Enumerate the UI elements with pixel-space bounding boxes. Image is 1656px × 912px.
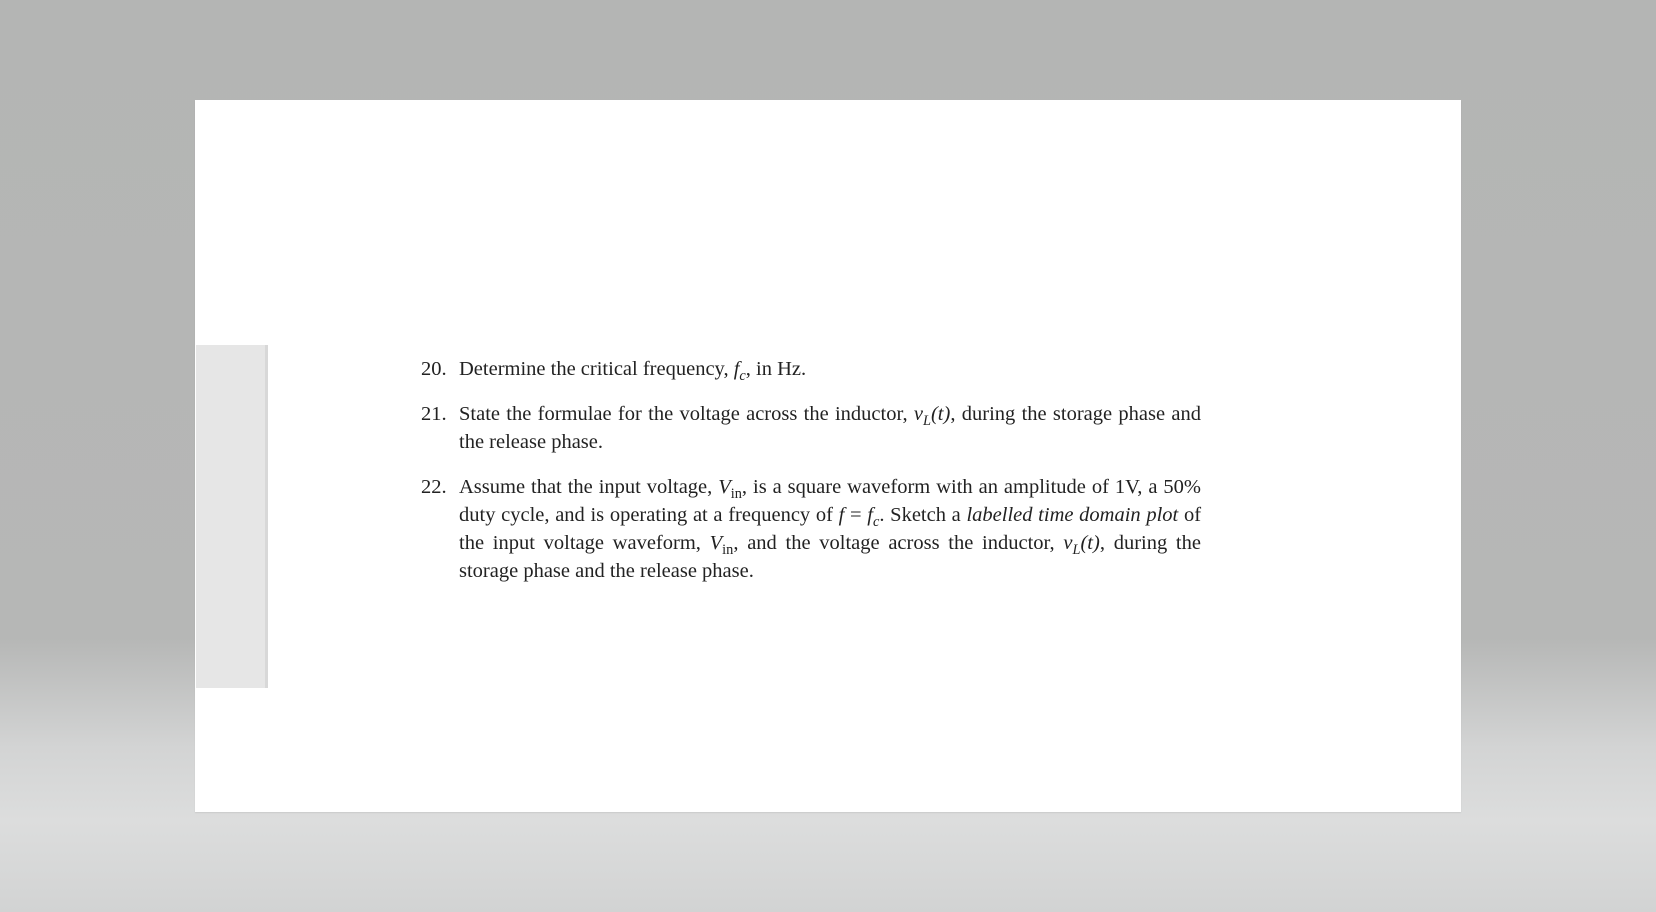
fc-symbol: $f_c$	[733, 358, 746, 385]
question-text: Determine the critical frequency, $f_c$, in Hz.	[459, 358, 807, 385]
question-number: 22.	[421, 476, 447, 498]
question-number: 21.	[421, 403, 447, 425]
question-21	[421, 400, 1201, 456]
side-panel-tab[interactable]	[196, 345, 268, 688]
f-symbol: f	[838, 504, 845, 526]
fc-symbol: $f_c$	[867, 504, 880, 531]
question-22	[421, 473, 1201, 585]
question-list	[421, 355, 1201, 585]
question-number: 20.	[421, 358, 447, 380]
vin-symbol: $V_{in}$	[718, 476, 742, 503]
question-text: Assume that the input voltage, $V_{in}$, is a square waveform with an amplitude of 1V, a 50% duty cycle, and is operating at a frequency of $f = f_c$. Sketch a labelled time domain plot of the input voltage waveform, $V_{in}$, and the voltage across the inductor, $v_L(t)$, during the storage phase and the release phase.	[459, 476, 1202, 582]
vin-symbol: $V_{in}$	[709, 532, 734, 559]
question-text: State the formulae for the voltage across the inductor, $v_L(t)$, during the storage phase and the release phase.	[459, 403, 1201, 453]
emphasis-text: labelled time domain plot	[966, 504, 1179, 526]
vl-symbol: $v_L(t)$	[913, 403, 951, 430]
vl-symbol: $v_L(t)$	[1063, 532, 1100, 559]
question-20	[421, 355, 1201, 383]
